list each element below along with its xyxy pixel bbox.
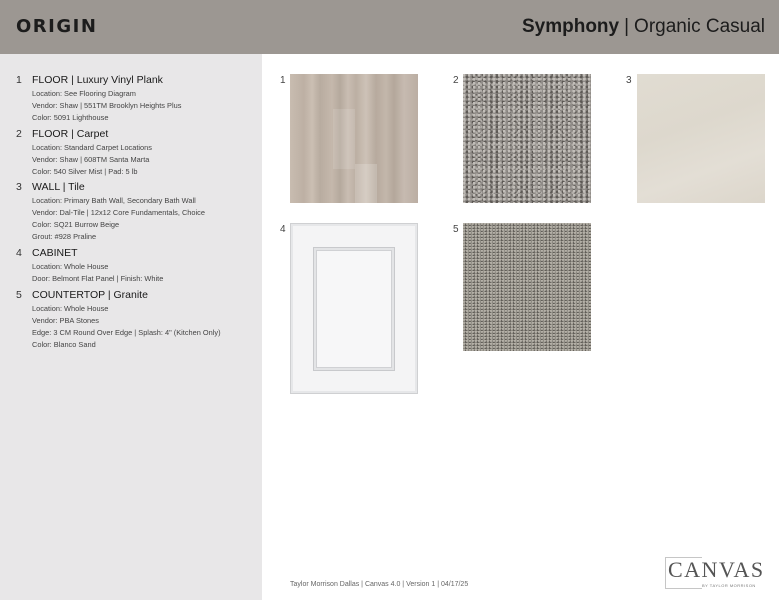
logo-word: CANVAS: [668, 557, 765, 582]
selection-number: 2: [16, 128, 22, 140]
selection-detail: Color: SQ21 Burrow Beige: [32, 220, 120, 229]
selection-number: 5: [16, 289, 22, 301]
collection-title: [522, 16, 765, 38]
selection-detail: Door: Belmont Flat Panel | Finish: White: [32, 274, 164, 283]
selection-title: WALL | Tile: [32, 181, 85, 193]
selections-sidebar: [0, 54, 262, 600]
selection-detail: Color: 5091 Lighthouse: [32, 113, 109, 122]
selection-detail: Location: Whole House: [32, 304, 109, 313]
logo-subtitle: BY TAYLOR MORRISON: [702, 583, 756, 588]
collection-name: Symphony: [521, 16, 620, 37]
collection-style: Organic Casual: [634, 16, 765, 37]
selection-detail: Vendor: Shaw | 551TM Brooklyn Heights Plus: [32, 101, 182, 110]
swatch-wall-tile: [637, 74, 765, 203]
swatch-label-5: 5: [453, 224, 459, 235]
title-separator: |: [624, 16, 630, 37]
selection-title: FLOOR | Luxury Vinyl Plank: [32, 74, 163, 86]
selection-detail: Location: Primary Bath Wall, Secondary Bath Wall: [32, 196, 196, 205]
selection-number: 4: [16, 247, 22, 259]
selection-detail: Vendor: PBA Stones: [32, 316, 99, 325]
swatch-carpet: [463, 74, 591, 203]
selection-detail: Location: Whole House: [32, 262, 109, 271]
selection-detail: Location: Standard Carpet Locations: [32, 143, 152, 152]
selection-title: COUNTERTOP | Granite: [32, 289, 148, 301]
swatch-cabinet-door: [290, 223, 418, 394]
selection-detail: Color: Blanco Sand: [32, 340, 96, 349]
swatch-label-4: 4: [280, 224, 286, 235]
selection-detail: Edge: 3 CM Round Over Edge | Splash: 4" (Kitchen Only): [32, 328, 221, 337]
swatch-label-1: 1: [280, 75, 286, 86]
selection-detail: Vendor: Dal-Tile | 12x12 Core Fundamentals, Choice: [32, 208, 205, 217]
selection-detail: Location: See Flooring Diagram: [32, 89, 136, 98]
selection-title: CABINET: [32, 247, 78, 259]
brand-title: ORIGIN: [16, 16, 98, 37]
swatch-label-3: 3: [626, 75, 632, 86]
swatch-luxury-vinyl-plank: [290, 74, 418, 203]
swatch-granite-countertop: [463, 223, 591, 351]
header-bar: [0, 0, 779, 54]
selection-detail: Color: 540 Silver Mist | Pad: 5 lb: [32, 167, 138, 176]
selection-number: 3: [16, 181, 22, 193]
selection-detail: Grout: #928 Praline: [32, 232, 97, 241]
footer-text: Taylor Morrison Dallas | Canvas 4.0 | Version 1 | 04/17/25: [290, 581, 469, 588]
canvas-logo: [665, 557, 766, 589]
cabinet-door-panel: [313, 247, 395, 371]
selection-title: FLOOR | Carpet: [32, 128, 109, 140]
selection-detail: Vendor: Shaw | 608TM Santa Marta: [32, 155, 150, 164]
selection-number: 1: [16, 74, 22, 86]
swatch-label-2: 2: [453, 75, 459, 86]
